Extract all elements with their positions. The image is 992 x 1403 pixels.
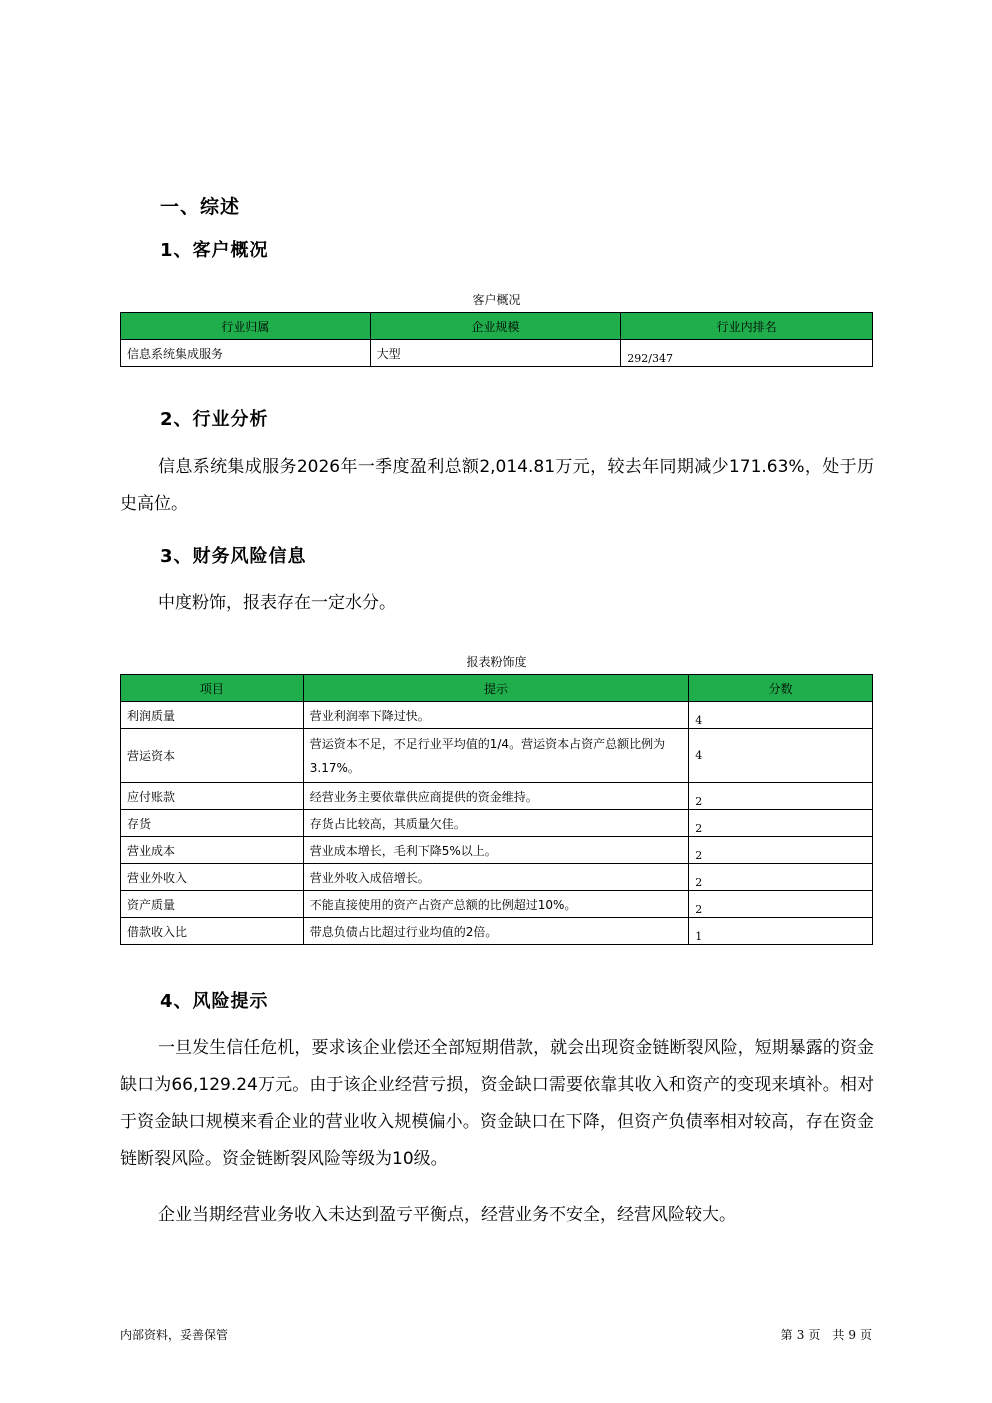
cell-hint: 经营业务主要依靠供应商提供的资金维持。	[303, 783, 688, 810]
cell-hint: 营运资本不足，不足行业平均值的1/4。营运资本占资产总额比例为3.17%。	[303, 729, 688, 783]
cell-hint: 存货占比较高，其质量欠佳。	[303, 810, 688, 837]
footer-page-number	[781, 1326, 872, 1343]
cell-score: 1	[689, 918, 873, 945]
industry-analysis-paragraph: 信息系统集成服务2026年一季度盈利总额2,014.81万元，较去年同期减少171.63%，处于历史高位。	[120, 457, 874, 514]
table-caption-statement-window-dressing: 报表粉饰度	[466, 655, 527, 669]
page-current: 3	[796, 1328, 805, 1342]
cell-item: 利润质量	[121, 702, 304, 729]
cell-scale: 大型	[370, 340, 621, 367]
page-total: 9	[848, 1328, 856, 1342]
cell-item: 应付账款	[121, 783, 304, 810]
table-row	[121, 891, 873, 918]
cell-score: 2	[689, 810, 873, 837]
column-header-item: 项目	[121, 675, 304, 702]
table-header-row	[121, 675, 873, 702]
cell-hint: 营业利润率下降过快。	[303, 702, 688, 729]
table-row	[121, 918, 873, 945]
cell-score: 4	[689, 702, 873, 729]
footer-confidential-note: 内部资料，妥善保管	[120, 1328, 229, 1342]
section-title-financial-risk: 3、财务风险信息	[160, 546, 307, 567]
page-mid: 页 共	[808, 1328, 845, 1342]
table-row	[121, 837, 873, 864]
cell-score: 2	[689, 891, 873, 918]
cell-score: 2	[689, 783, 873, 810]
cell-item: 营运资本	[121, 729, 304, 783]
page-prefix: 第	[780, 1328, 793, 1342]
financial-risk-paragraph: 中度粉饰，报表存在一定水分。	[158, 593, 396, 613]
cell-item: 资产质量	[121, 891, 304, 918]
table-row	[121, 810, 873, 837]
customer-overview-table	[120, 312, 873, 367]
cell-item: 营业成本	[121, 837, 304, 864]
statement-window-dressing-table	[120, 674, 873, 945]
cell-hint: 营业外收入成倍增长。	[303, 864, 688, 891]
cell-hint: 不能直接使用的资产占资产总额的比例超过10%。	[303, 891, 688, 918]
column-header-hint: 提示	[303, 675, 688, 702]
cell-hint: 营业成本增长，毛利下降5%以上。	[303, 837, 688, 864]
section-title-customer-overview: 1、客户概况	[160, 240, 269, 261]
table-row	[121, 864, 873, 891]
section-title-industry-analysis: 2、行业分析	[160, 409, 269, 430]
table-row	[121, 783, 873, 810]
column-header-industry: 行业归属	[121, 313, 371, 340]
table-row	[121, 729, 873, 783]
cell-hint: 带息负债占比超过行业均值的2倍。	[303, 918, 688, 945]
heading-overview: 一、综述	[160, 196, 241, 218]
table-row	[121, 340, 873, 367]
cell-item: 营业外收入	[121, 864, 304, 891]
table-caption-customer-overview: 客户概况	[472, 293, 521, 307]
table-header-row	[121, 313, 873, 340]
column-header-scale: 企业规模	[370, 313, 621, 340]
cell-score: 4	[689, 729, 873, 783]
section-title-risk-warning: 4、风险提示	[160, 991, 269, 1012]
column-header-rank: 行业内排名	[621, 313, 873, 340]
cell-rank: 292/347	[621, 340, 873, 367]
operating-risk-paragraph: 企业当期经营业务收入未达到盈亏平衡点，经营业务不安全，经营风险较大。	[158, 1205, 736, 1225]
page-suffix: 页	[859, 1328, 872, 1342]
cell-score: 2	[689, 864, 873, 891]
column-header-score: 分数	[689, 675, 873, 702]
cell-item: 存货	[121, 810, 304, 837]
cell-item: 借款收入比	[121, 918, 304, 945]
cell-score: 2	[689, 837, 873, 864]
table-row	[121, 702, 873, 729]
cell-industry: 信息系统集成服务	[121, 340, 371, 367]
risk-warning-paragraph: 一旦发生信任危机，要求该企业偿还全部短期借款，就会出现资金链断裂风险，短期暴露的资金缺口为66,129.24万元。由于该企业经营亏损，资金缺口需要依靠其收入和资产的变现来填补。相对于资金缺口规模来看企业的营业收入规模偏小。资金缺口在下降，但资产负债率相对较高，存在资金链断裂风险。资金链断裂风险等级为10级。	[120, 1038, 874, 1169]
